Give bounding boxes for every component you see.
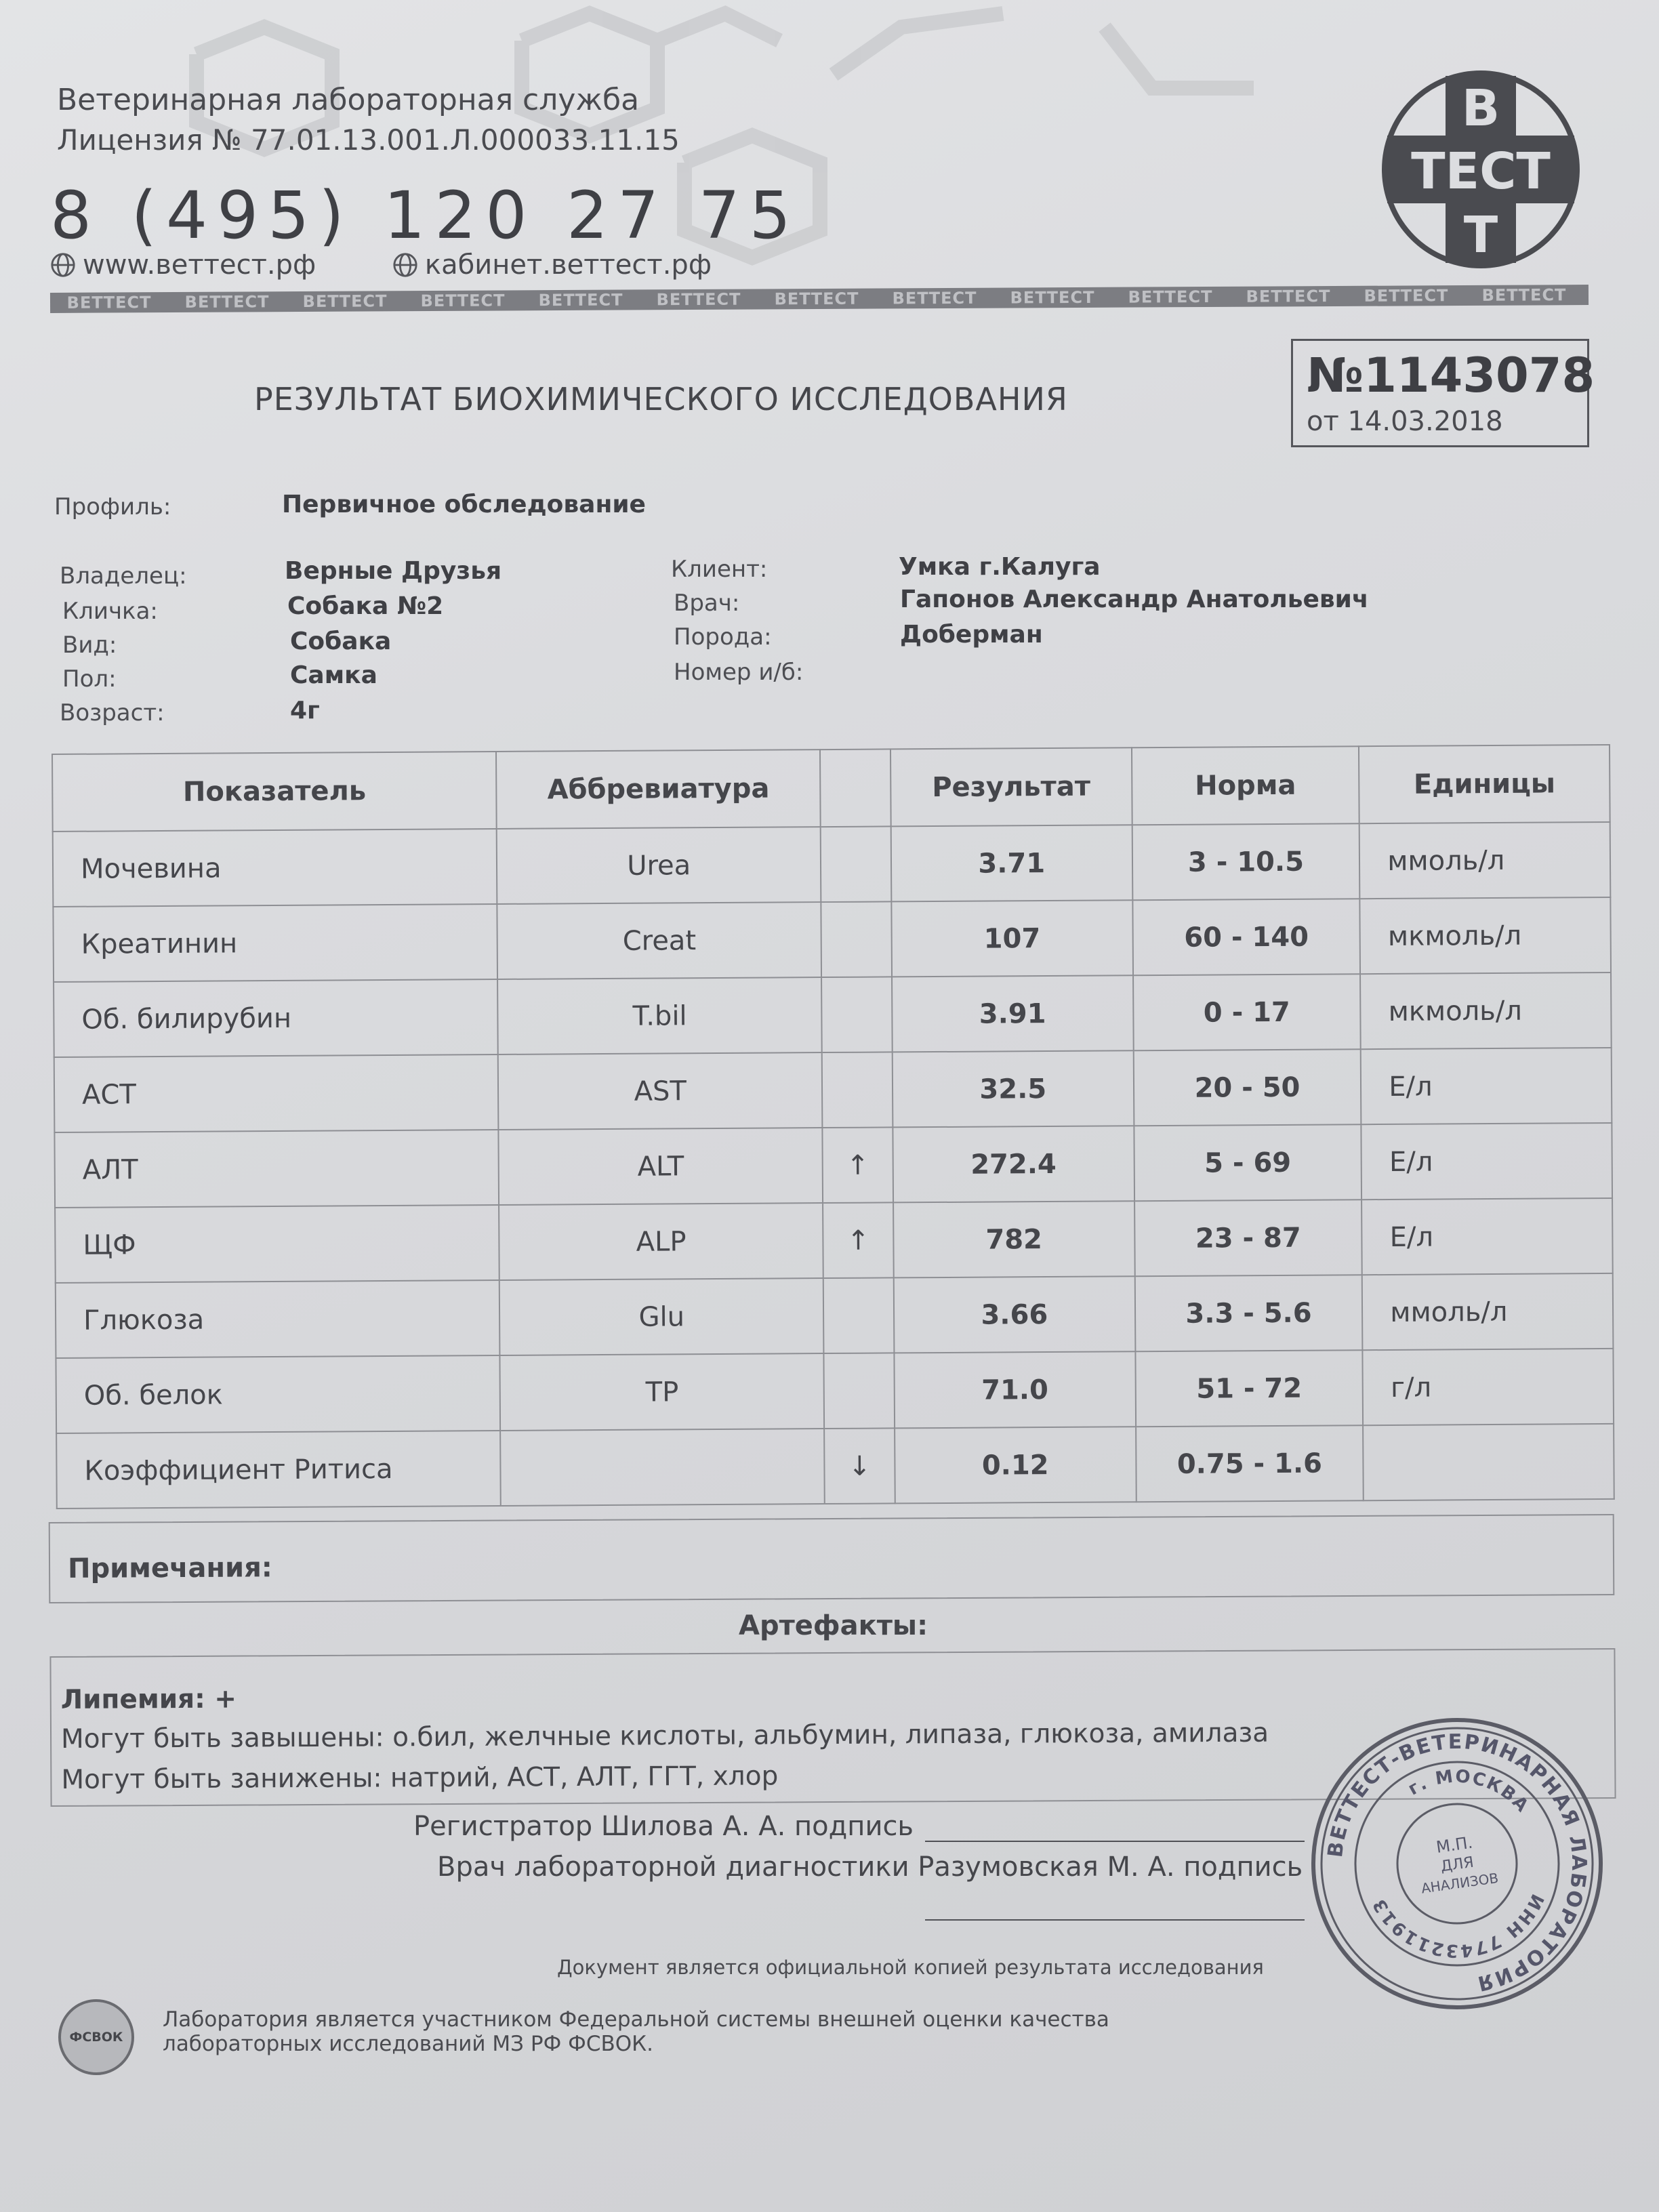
indicator-name: Об. билирубин [54,979,498,1057]
table-row [54,972,1612,1057]
flag-arrow [823,1277,895,1353]
result-value: 3.91 [892,975,1133,1052]
column-header [820,749,891,827]
column-header: Норма [1132,746,1359,825]
indicator-name: Креатинин [53,904,497,982]
cabinet-text: кабинет.веттест.рф [424,249,712,281]
abbreviation: Urea [497,827,821,904]
notes-label: Примечания: [67,1552,272,1584]
decreased-line: Могут быть занижены: натрий, АСТ, АЛТ, ГГТ, хлор [61,1761,779,1795]
flag-arrow [821,826,892,902]
result-value: 0.12 [895,1427,1136,1503]
document-date: от 14.03.2018 [1307,406,1503,437]
unit: мкмоль/л [1360,897,1611,974]
norm-range: 23 - 87 [1134,1200,1362,1276]
abbreviation: AST [498,1052,822,1130]
flag-arrow [822,1052,893,1128]
svg-text:В: В [1461,79,1500,138]
abbreviation: TP [500,1353,824,1431]
registrar-signature-line [925,1841,1305,1842]
norm-range: 3 - 10.5 [1132,823,1359,900]
increased-line: Могут быть завышены: о.бил, желчные кислоты, альбумин, липаза, глюкоза, амилаза [60,1717,1269,1755]
indicator-name: АЛТ [54,1130,499,1208]
svg-text:ИНН 7743211913: ИНН 7743211913 [1368,1890,1548,1961]
result-value: 3.71 [891,825,1132,901]
nick-label: Кличка: [62,598,158,625]
indicator-name: АСТ [54,1054,499,1132]
flag-arrow [821,977,893,1052]
fsvok-logo [57,1998,136,2076]
table-row [54,1048,1612,1132]
sex-value: Самка [290,661,377,689]
official-copy-note: Документ является официальной копией результата исследования [557,1956,1264,1979]
owner-label: Владелец: [60,562,187,590]
lab-name: Ветеринарная лабораторная служба [57,83,640,117]
abbreviation: ALT [499,1128,823,1205]
svg-text:ВЕТТЕСТ-ВЕТЕРИНАРНАЯ ЛАБОРАТОР: ВЕТТЕСТ-ВЕТЕРИНАРНАЯ ЛАБОРАТОРИЯ [1323,1729,1591,1996]
fsvok-note-line-2: лабораторных исследований МЗ РФ ФСВОК. [163,2032,653,2056]
profile-value: Первичное обследование [282,491,646,518]
artifacts-title: Артефакты: [739,1610,928,1641]
website-text: www.веттест.рф [83,249,316,281]
fsvok-note [163,2007,1247,2056]
abbreviation: Creat [497,902,821,979]
flag-arrow: ↑ [822,1127,893,1203]
column-header: Результат [890,747,1132,826]
column-header: Единицы [1359,745,1610,823]
globe-icon [50,252,76,278]
laboratory-stamp [1289,1696,1626,2032]
svg-text:ДЛЯ: ДЛЯ [1439,1853,1475,1876]
sex-label: Пол: [62,665,117,693]
indicator-name: Коэффициент Ритиса [56,1431,501,1509]
table-header-row [52,745,1610,832]
table-row [54,1123,1612,1208]
unit: г/л [1363,1349,1614,1425]
svg-text:АНАЛИЗОВ: АНАЛИЗОВ [1420,1869,1500,1897]
indicator-name: Мочевина [53,829,497,907]
svg-text:ТЕСТ: ТЕСТ [1411,142,1551,201]
norm-range: 51 - 72 [1135,1350,1363,1427]
table-row [56,1273,1614,1358]
doctor-label: Врач: [674,590,740,617]
profile-label: Профиль: [54,493,171,520]
result-value: 32.5 [893,1050,1134,1127]
species-label: Вид: [62,632,117,659]
indicator-name: Об. белок [56,1355,500,1433]
fsvok-note-line-1: Лаборатория является участником Федеральной системы внешней оценки качества [163,2007,1109,2032]
unit: мкмоль/л [1360,972,1611,1049]
unit: ммоль/л [1359,822,1610,899]
doctor-value: Гапонов Александр Анатольевич [900,586,1369,613]
species-value: Собака [290,628,392,655]
norm-range: 0 - 17 [1133,974,1361,1050]
lab-doctor-signature-label: Врач лабораторной диагностики Разумовская М. А. подпись [437,1851,1303,1883]
flag-arrow [823,1353,895,1429]
vettest-logo [1372,68,1589,271]
table-row [53,897,1611,982]
website-link[interactable] [50,249,359,281]
breed-label: Порода: [674,623,772,651]
svg-text:Т: Т [1463,206,1498,264]
abbreviation: T.bil [497,977,821,1054]
norm-range: 0.75 - 1.6 [1136,1425,1364,1502]
registrar-signature-label: Регистратор Шилова А. А. подпись [413,1811,914,1842]
norm-range: 60 - 140 [1132,899,1360,975]
result-value: 107 [891,900,1132,977]
result-value: 782 [893,1201,1134,1277]
indicator-name: ЩФ [55,1205,499,1283]
age-value: 4г [290,697,320,724]
column-header: Аббревиатура [496,750,820,829]
nick-value: Собака №2 [287,592,444,620]
flag-arrow: ↑ [823,1202,894,1278]
indicator-name: Глюкоза [56,1280,500,1358]
brand-stripe: ВЕТТЕСТ ВЕТТЕСТ ВЕТТЕСТ ВЕТТЕСТ ВЕТТЕСТ ВЕТТЕСТ ВЕТТЕСТ ВЕТТЕСТ ВЕТТЕСТ ВЕТТЕСТ ВЕТТЕСТ ВЕТТЕСТ ВЕТТЕСТ [50,285,1589,313]
owner-value: Верные Друзья [285,557,502,585]
flag-arrow [821,901,892,977]
table-row [55,1198,1613,1283]
unit [1363,1424,1614,1500]
table-row [56,1349,1614,1433]
norm-range: 5 - 69 [1134,1124,1361,1201]
unit: Е/л [1361,1123,1612,1200]
svg-text:г. МОСКВА: г. МОСКВА [1404,1766,1534,1817]
abbreviation [500,1429,824,1506]
abbreviation: Glu [499,1278,823,1355]
flag-arrow: ↓ [824,1428,895,1504]
result-value: 272.4 [893,1126,1134,1202]
unit: ммоль/л [1362,1273,1613,1350]
phone-number: 8 (495) 120 27 75 [50,178,800,253]
client-value: Умка г.Калуга [899,553,1101,581]
result-value: 3.66 [894,1276,1135,1353]
document-title: РЕЗУЛЬТАТ БИОХИМИЧЕСКОГО ИССЛЕДОВАНИЯ [254,381,1068,417]
table-row [56,1424,1614,1509]
lab-doctor-signature-line [925,1919,1305,1921]
globe-icon [392,252,418,278]
norm-range: 20 - 50 [1133,1049,1361,1126]
client-label: Клиент: [671,556,768,583]
unit: Е/л [1361,1048,1612,1124]
license-number: Лицензия № 77.01.13.001.Л.000033.11.15 [57,123,680,157]
case-number-label: Номер и/б: [674,659,804,686]
unit: Е/л [1361,1198,1612,1275]
table-row [53,822,1611,907]
document-number: №1143078 [1307,348,1595,403]
norm-range: 3.3 - 5.6 [1134,1275,1362,1351]
svg-text:ФСВОК: ФСВОК [69,2030,123,2045]
result-value: 71.0 [894,1351,1135,1428]
notes-section [49,1514,1615,1603]
abbreviation: ALP [499,1203,823,1280]
results-table [52,744,1615,1509]
column-header: Показатель [52,752,497,832]
document-number-box [1291,339,1595,447]
cabinet-link[interactable] [392,249,745,281]
website-links [50,249,779,281]
breed-value: Доберман [900,621,1043,649]
svg-text:М.П.: М.П. [1435,1832,1474,1857]
lipemia-line: Липемия: + [60,1683,237,1715]
age-label: Возраст: [60,699,165,726]
